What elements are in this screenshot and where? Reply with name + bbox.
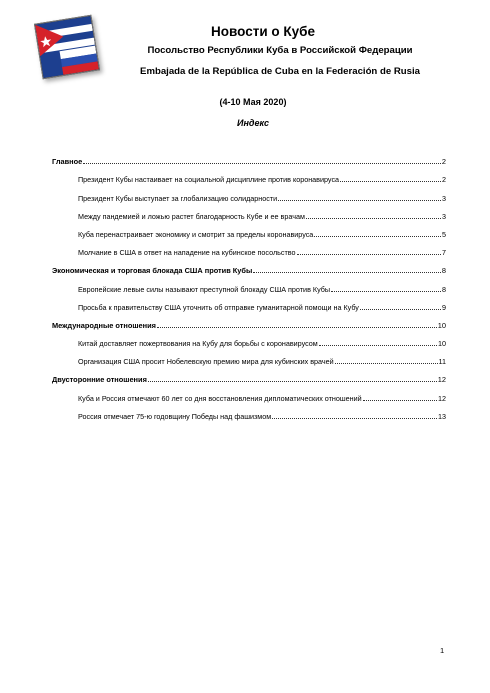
toc-page-number: 8 <box>441 266 446 276</box>
toc-page-number: 2 <box>442 175 446 185</box>
toc-item[interactable] <box>52 348 446 366</box>
toc-item-title: Президент Кубы выступает за глобализацию солидарности <box>78 193 278 203</box>
toc-page-number: 11 <box>438 357 446 367</box>
toc-page-number: 5 <box>442 229 446 239</box>
dot-leader <box>360 308 441 310</box>
dot-leader <box>340 180 441 182</box>
toc-item[interactable] <box>52 275 446 293</box>
toc-section-title: Экономическая и торговая блокада США против Кубы <box>52 266 253 276</box>
toc-item-title: Организация США просит Нобелевскую премию мира для кубинских врачей <box>78 357 334 367</box>
toc-section[interactable] <box>52 257 446 275</box>
toc-item[interactable] <box>52 184 446 202</box>
toc-section[interactable] <box>52 148 446 166</box>
dot-leader <box>314 235 441 237</box>
dot-leader <box>335 362 438 364</box>
toc-page-number: 12 <box>437 375 446 385</box>
page-title: Новости о Кубе <box>211 24 315 39</box>
toc-page-number: 8 <box>442 284 446 294</box>
toc-section-title: Международные отношения <box>52 320 156 330</box>
toc-page-number: 7 <box>442 248 446 258</box>
toc-item-title: Просьба к правительству США уточнить об отправке гуманитарной помощи на Кубу <box>78 302 359 312</box>
toc-page-number: 2 <box>441 157 446 167</box>
toc-item[interactable] <box>52 239 446 257</box>
table-of-contents <box>52 148 446 421</box>
toc-item-title: Китай доставляет пожертвования на Кубу для борьбы с коронавирусом <box>78 339 318 349</box>
toc-section-title: Главное <box>52 157 83 167</box>
dot-leader <box>319 344 437 346</box>
embassy-name-ru: Посольство Республики Куба в Российской Федерации <box>147 45 413 56</box>
toc-item-title: Россия отмечает 75-ю годовщину Победы над фашизмом <box>78 411 272 421</box>
toc-item[interactable] <box>52 384 446 402</box>
embassy-name-es: Embajada de la República de Cuba en la Federación de Rusia <box>140 66 420 77</box>
dot-leader <box>157 326 437 328</box>
toc-page-number: 13 <box>438 411 446 421</box>
toc-section[interactable] <box>52 312 446 330</box>
toc-item[interactable] <box>52 221 446 239</box>
toc-page-number: 3 <box>442 211 446 221</box>
dot-leader <box>297 253 441 255</box>
dot-leader <box>331 290 441 292</box>
dot-leader <box>83 162 441 164</box>
date-range: (4-10 Мая 2020) <box>219 97 287 107</box>
dot-leader <box>253 271 441 273</box>
toc-item[interactable] <box>52 330 446 348</box>
toc-item-title: Куба и Россия отмечают 60 лет со дня восстановления дипломатических отношений <box>78 393 362 403</box>
toc-item-title: Между пандемией и ложью растет благодарность Кубе и ее врачам <box>78 211 305 221</box>
toc-item-title: Президент Кубы настаивает на социальной дисциплине против коронавируса <box>78 175 340 185</box>
dot-leader <box>272 417 437 419</box>
toc-section[interactable] <box>52 366 446 384</box>
dot-leader <box>306 217 441 219</box>
toc-page-number: 3 <box>442 193 446 203</box>
toc-item-title: Молчание в США в ответ на нападение на кубинское посольство <box>78 248 296 258</box>
dot-leader <box>278 199 441 201</box>
toc-section-title: Двусторонние отношения <box>52 375 147 385</box>
toc-item-title: Европейские левые силы называют преступной блокаду США против Кубы <box>78 284 331 294</box>
toc-item[interactable] <box>52 294 446 312</box>
dot-leader <box>363 399 437 401</box>
toc-item[interactable] <box>52 403 446 421</box>
toc-page-number: 12 <box>438 393 446 403</box>
dot-leader <box>148 380 437 382</box>
toc-item-title: Куба перенастраивает экономику и смотрит за пределы коронавируса <box>78 229 314 239</box>
toc-page-number: 10 <box>437 320 446 330</box>
toc-item[interactable] <box>52 203 446 221</box>
toc-item[interactable] <box>52 166 446 184</box>
toc-page-number: 9 <box>442 302 446 312</box>
toc-page-number: 10 <box>438 339 446 349</box>
index-heading: Индекс <box>236 118 270 128</box>
footer-page-number: 1 <box>440 646 445 655</box>
